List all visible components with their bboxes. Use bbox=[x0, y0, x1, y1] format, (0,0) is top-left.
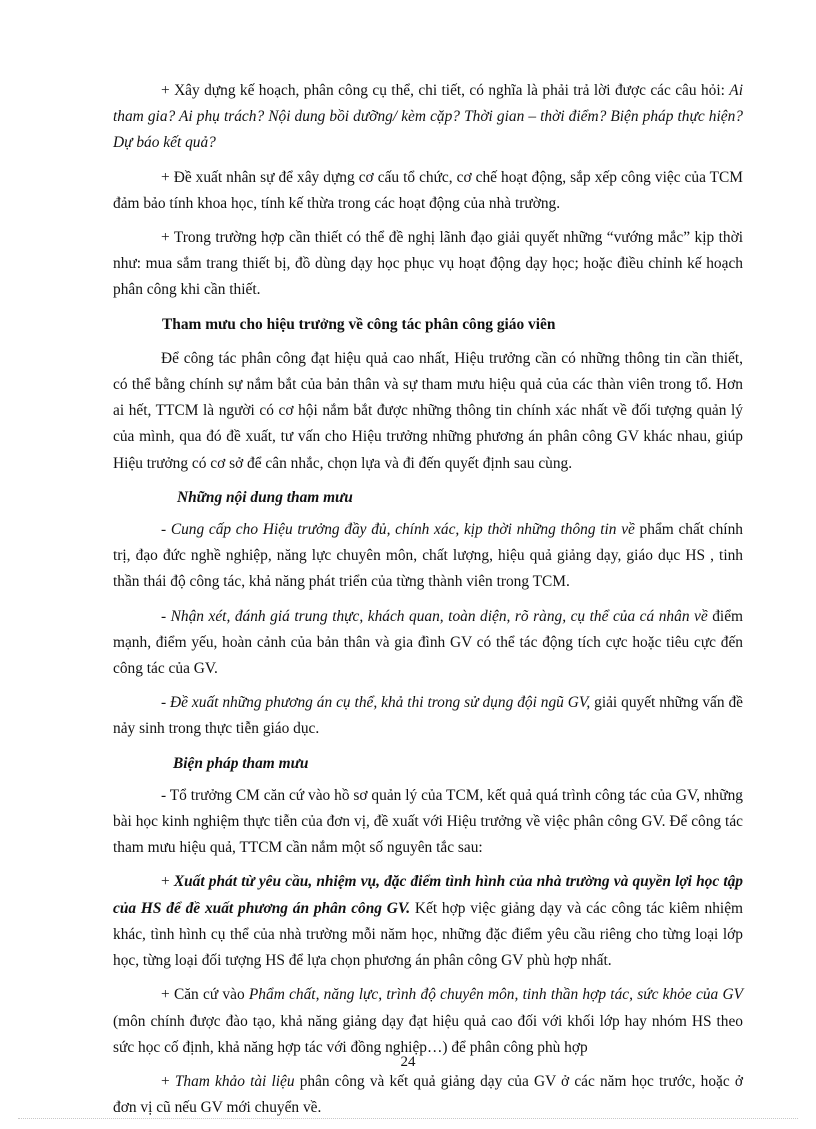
page-bottom-divider bbox=[18, 1118, 798, 1119]
paragraph-principle-1 bbox=[113, 869, 743, 974]
paragraph-personnel: + Đề xuất nhân sự để xây dựng cơ cấu tổ chức, cơ chế hoạt động, sắp xếp công việc của TCM đảm bảo tính khoa học, tính kế thừa trong các hoạt động của nhà trường. bbox=[113, 168, 743, 212]
section-heading-advice: Tham mưu cho hiệu trưởng về công tác phân công giáo viên bbox=[162, 315, 556, 333]
paragraph-provide-info bbox=[113, 517, 743, 596]
paragraph-text: điểm mạnh, điểm yếu, hoàn cảnh của bản thân và gia đình GV có thể tác động tích cực hoặc tiêu cực đến công tác của GV. bbox=[113, 607, 743, 678]
paragraph-principle-2 bbox=[113, 982, 743, 1061]
paragraph-evaluate bbox=[113, 604, 743, 683]
page-body bbox=[113, 78, 743, 1129]
paragraph-text: Kết hợp việc giảng dạy và các công tác kiêm nhiệm khác, tình hình cụ thể của nhà trường mỗi năm học, những đặc điểm yêu cầu riêng cho từng loại lớp học, từng loại đối tượng HS để lựa chọn phương án phân công GV phù hợp nhất. bbox=[113, 899, 743, 970]
bullet-prefix: + bbox=[161, 873, 174, 891]
paragraph-text: phân công và kết quả giảng dạy của GV ở các năm học trước, hoặc ở đơn vị cũ nếu GV mới chuyển về. bbox=[113, 1072, 743, 1117]
paragraph-principle-3 bbox=[113, 1069, 743, 1121]
paragraph-italic-text: - Đề xuất những phương án cụ thể, khả thi trong sử dụng đội ngũ GV, bbox=[161, 694, 591, 712]
paragraph-text: + Xây dựng kế hoạch, phân công cụ thể, chi tiết, có nghĩa là phải trả lời được các câu hỏi: bbox=[161, 82, 725, 99]
paragraph-difficulties: + Trong trường hợp cần thiết có thể đề nghị lãnh đạo giải quyết những “vướng mắc” kịp thời như: mua sắm trang thiết bị, đồ dùng dạy học phục vụ hoạt động dạy học; hoặc điều chỉnh kế hoạch phân công khi cần thiết. bbox=[113, 229, 743, 299]
paragraph-italic-text: - Cung cấp cho Hiệu trưởng đầy đủ, chính xác, kịp thời những thông tin về bbox=[161, 521, 635, 539]
paragraph-italic-text: Phẩm chất, năng lực, trình độ chuyên môn, tinh thần hợp tác, sức khỏe của GV bbox=[248, 986, 743, 1004]
paragraph-italic-text: Ai tham gia? Ai phụ trách? Nội dung bồi dưỡng/ kèm cặp? Thời gian – thời điểm? Biện pháp thực hiện? Dự báo kết quả? bbox=[113, 82, 743, 152]
paragraph-italic-text: - Nhận xét, đánh giá trung thực, khách quan, toàn diện, rõ ràng, cụ thể của cá nhân về bbox=[161, 607, 708, 625]
bullet-prefix: + Căn cứ vào bbox=[161, 986, 249, 1004]
paragraph-group-leader: - Tổ trưởng CM căn cứ vào hồ sơ quản lý của TCM, kết quả quá trình công tác của GV, những bài học kinh nghiệm thực tiễn của đơn vị, đề xuất với Hiệu trưởng về việc phân công GV. Để công tác tham mưu hiệu quả, TTCM cần nắm một số nguyên tắc sau: bbox=[113, 786, 743, 857]
paragraph-propose bbox=[113, 690, 743, 742]
paragraph-advice-intro: Để công tác phân công đạt hiệu quả cao nhất, Hiệu trưởng cần có những thông tin cần thiết, có thể bằng chính sự nắm bắt của bản thân và sự tham mưu hiệu quả của các thàn viên trong tổ. Hơn ai hết, TTCM là người có cơ hội nắm bắt được những thông tin chính xác nhất về đối tượng quản lý của mình, qua đó đề xuất, tư vấn cho Hiệu trưởng những phương án phân công GV khác nhau, giúp Hiệu trưởng có cơ sở để cân nhắc, chọn lựa và đi đến quyết định sau cùng. bbox=[113, 349, 743, 472]
bullet-prefix: + bbox=[161, 1072, 175, 1090]
subheading-contents: Những nội dung tham mưu bbox=[177, 488, 353, 506]
paragraph-text: (môn chính được đào tạo, khả năng giảng dạy đạt hiệu quả cao đối với khối lớp hay nhóm HS theo sức học cố định, khả năng hợp tác với đồng nghiệp…) để phân công phù hợp bbox=[113, 1012, 743, 1056]
paragraph-plan bbox=[113, 78, 743, 157]
paragraph-text: phẩm chất chính trị, đạo đức nghề nghiệp, năng lực chuyên môn, chất lượng, hiệu quả giảng dạy, giáo dục HS , tinh thần thái độ công tác, khả năng phát triển của từng thành viên trong TCM. bbox=[113, 521, 743, 591]
paragraph-text: giải quyết những vấn đề nảy sinh trong thực tiễn giáo dục. bbox=[113, 694, 743, 738]
paragraph-italic-text: Tham khảo tài liệu bbox=[174, 1072, 295, 1090]
page-number: 24 bbox=[400, 1054, 416, 1070]
subheading-measures: Biện pháp tham mưu bbox=[173, 754, 309, 772]
paragraph-italic-text: Xuất phát từ yêu cầu, nhiệm vụ, đặc điểm tình hình của nhà trường và quyền lợi học tập của HS để đề xuất phương án phân công GV. bbox=[113, 873, 743, 917]
